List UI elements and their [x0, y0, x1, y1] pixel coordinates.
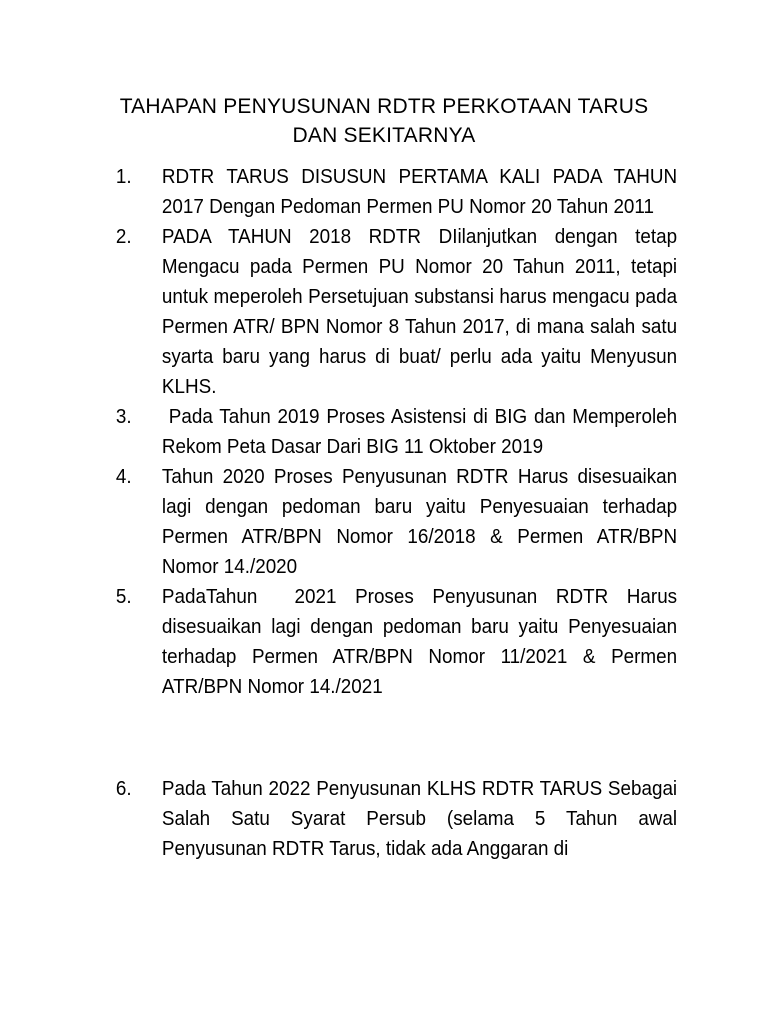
list-item — [0, 462, 707, 582]
item-text: Pada Tahun 2019 Proses Asistensi di BIG dan Memperoleh Rekom Peta Dasar Dari BIG 11 Oktober 2019 — [161, 405, 683, 458]
item-text: PADA TAHUN 2018 RDTR DIilanjutkan dengan tetap Mengacu pada Permen PU Nomor 20 Tahun 2011, tetapi untuk meperoleh Persetujuan substansi harus mengacu pada Permen ATR/ BPN Nomor 8 Tahun 2017, di mana salah satu syarta baru yang harus di buat/ perlu ada yaitu Menyusun KLHS. — [161, 225, 683, 398]
list-item — [0, 222, 707, 402]
item-number: 3. — [115, 405, 132, 428]
item-text: RDTR TARUS DISUSUN PERTAMA KALI PADA TAHUN 2017 Dengan Pedoman Permen PU Nomor 20 Tahun 2011 — [161, 165, 683, 218]
item-text: Pada Tahun 2022 Penyusunan KLHS RDTR TARUS Sebagai Salah Satu Syarat Persub (selama 5 Tahun awal Penyusunan RDTR Tarus, tidak ada Anggaran di — [161, 777, 683, 860]
list-item — [0, 582, 707, 702]
item-text: PadaTahun 2021 Proses Penyusunan RDTR Harus disesuaikan lagi dengan pedoman baru yaitu Penyesuaian terhadap Permen ATR/BPN Nomor 11/2021 & Permen ATR/BPN Nomor 14./2021 — [161, 585, 683, 698]
item-number: 4. — [115, 465, 132, 488]
item-number: 5. — [115, 585, 132, 608]
document-title — [90, 92, 678, 150]
title-line-1: TAHAPAN PENYUSUNAN RDTR PERKOTAAN TARUS — [119, 95, 649, 118]
item-number: 1. — [115, 165, 132, 188]
item-number: 6. — [115, 777, 132, 800]
empty-paragraph-gap — [0, 702, 707, 774]
list-item — [0, 402, 707, 462]
title-line-2: DAN SEKITARNYA — [292, 124, 476, 147]
stages-list — [0, 162, 707, 864]
list-item — [0, 774, 707, 864]
item-text: Tahun 2020 Proses Penyusunan RDTR Harus disesuaikan lagi dengan pedoman baru yaitu Penyesuaian terhadap Permen ATR/BPN Nomor 16/2018 & Permen ATR/BPN Nomor 14./2020 — [161, 465, 683, 578]
item-number: 2. — [115, 225, 132, 248]
list-item — [0, 162, 707, 222]
